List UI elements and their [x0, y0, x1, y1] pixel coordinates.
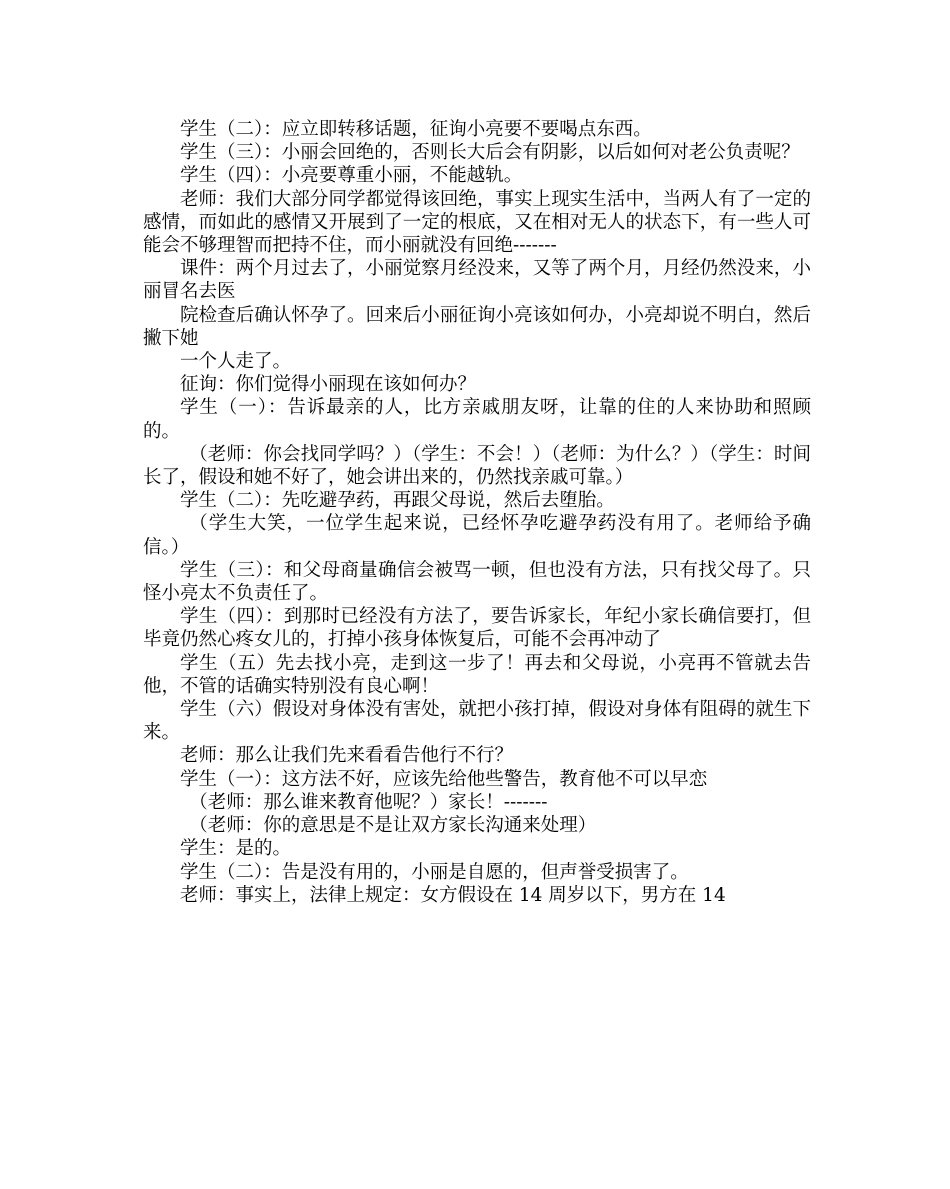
paragraph: 学生（三）：和父母商量确信会被骂一顿，但也没有方法，只有找父母了。只怪小亮太不负责任了。 [143, 559, 811, 605]
paragraph: （老师：你的意思是不是让双方家长沟通来处理） [189, 815, 597, 837]
paragraph: 院检查后确认怀孕了。回来后小丽征询小亮该如何办，小亮却说不明白，然后撇下她 [143, 304, 811, 349]
paragraph: 一个人走了。 [180, 351, 292, 373]
paragraph: （学生大笑，一位学生起来说，已经怀孕吃避孕药没有用了。老师给予确信。） [143, 513, 811, 558]
paragraph: （老师：你会找同学吗？）（学生：不会！）（老师：为什么？）（学生：时间长了，假设和她不好了，她会讲出来的，仍然找亲戚可靠。） [143, 443, 811, 489]
paragraph: 学生（二）：先吃避孕药，再跟父母说，然后去堕胎。 [180, 490, 615, 512]
paragraph: 学生（一）：告诉最亲的人，比方亲戚朋友呀，让靠的住的人来协助和照顾的。 [143, 397, 811, 442]
paragraph: 老师：事实上，法律上规定：女方假设在 14 周岁以下，男方在 14 [180, 884, 726, 906]
paragraph: 学生（一）：这方法不好，应该先给他些警告，教育他不可以早恋 [180, 768, 708, 790]
paragraph: 学生（二）：告是没有用的，小丽是自愿的，但声誉受损害了。 [180, 861, 689, 883]
paragraph: 学生（五）先去找小亮，走到这一步了！再去和父母说，小亮再不管就去告他，不管的话确实特别没有良心啊！ [143, 652, 811, 697]
paragraph: 学生（四）：小亮要尊重小丽，不能越轨。 [180, 165, 523, 187]
paragraph: 学生（二）：应立即转移话题，征询小亮要不要喝点东西。 [180, 119, 652, 140]
document-body [143, 118, 811, 907]
paragraph: 老师：我们大部分同学都觉得该回绝，事实上现实生活中，当两人有了一定的感情，而如此的感情又开展到了一定的根底，又在相对无人的状态下，有一些人可能会不够理智而把持不住，而小丽就没有回绝------- [143, 188, 811, 257]
paragraph: 学生：是的。 [180, 838, 292, 860]
paragraph: 课件：两个月过去了，小丽觉察月经没来，又等了两个月，月经仍然没来，小丽冒名去医 [143, 258, 811, 303]
paragraph: （老师：那么谁来教育他呢？）家长！------- [189, 791, 548, 813]
paragraph: 学生（三）：小丽会回绝的，否则长大后会有阴影，以后如何对老公负责呢？ [180, 142, 800, 164]
paragraph: 征询：你们觉得小丽现在该如何办？ [180, 374, 477, 396]
paragraph: 学生（四）：到那时已经没有方法了，要告诉家长，年纪小家长确信要打，但毕竟仍然心疼女儿的，打掉小孩身体恢复后，可能不会再冲动了 [143, 606, 811, 651]
paragraph: 老师：那么让我们先来看看告他行不行？ [180, 745, 514, 767]
paragraph: 学生（六）假设对身体没有害处，就把小孩打掉，假设对身体有阻碍的就生下来。 [143, 699, 811, 744]
